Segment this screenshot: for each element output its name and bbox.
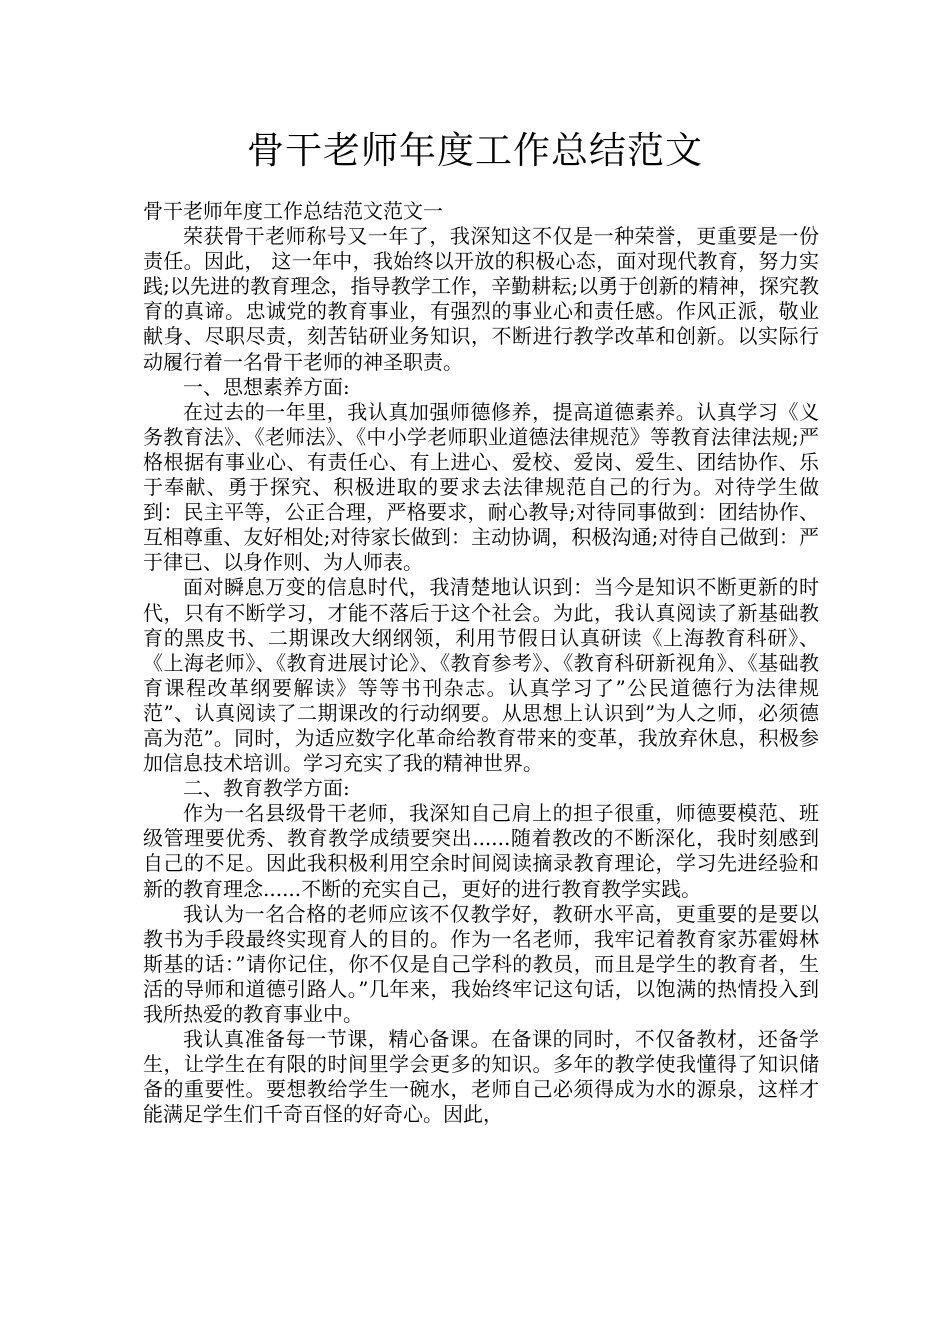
paragraph-ethics: 在过去的一年里，我认真加强师德修养，提高道德素养。认真学习《义务教育法》、《老师法》、《中小学老师职业道德法律规范》等教育法律法规;严格根据有事业心、有责任心、有上进心、爱校、爱岗、爱生、团结协作、乐于奉献、勇于探究、积极进取的要求去法律规范自己的行为。对待学生做到：民主平等，公正合理，严格要求，耐心教导;对待同事做到：团结协作、互相尊重、友好相处;对待家长做到：主动协调，积极沟通;对待自己做到：严于律已、以身作则、为人师表。: [143, 399, 819, 575]
document-title: 骨干老师年度工作总结范文: [247, 129, 703, 172]
section-heading-ideology: 一、思想素养方面:: [183, 374, 350, 399]
paragraph-responsibility: 作为一名县级骨干老师，我深知自己肩上的担子很重，师德要模范、班级管理要优秀、教育教学成绩要突出......随着教改的不断深化，我时刻感到自己的不足。因此我积极利用空余时间阅读摘录教育理论，学习先进经验和新的教育理念......不断的充实自己，更好的进行教育教学实践。: [143, 801, 819, 901]
paragraph-intro: 荣获骨干老师称号又一年了，我深知这不仅是一种荣誉，更重要是一份责任。因此， 这一年中，我始终以开放的积极心态，面对现代教育，努力实践;以先进的教育理念，指导教学工作，辛勤耕耘;以勇于创新的精神，探究教育的真谛。忠诚党的教育事业，有强烈的事业心和责任感。作风正派，敬业献身、尽职尽责，刻苦钻研业务知识，不断进行教学改革和创新。以实际行动履行着一名骨干老师的神圣职责。: [143, 224, 819, 374]
section-heading-teaching: 二、教育教学方面:: [183, 776, 350, 801]
document-subtitle: 骨干老师年度工作总结范文范文一: [143, 199, 443, 223]
paragraph-lesson-prep: 我认真准备每一节课，精心备课。在备课的同时，不仅备教材，还备学生，让学生在有限的时间里学会更多的知识。多年的教学使我懂得了知识储备的重要性。要想教给学生一碗水，老师自己必须得成为水的源泉，这样才能满足学生们千奇百怪的好奇心。因此，: [143, 1027, 819, 1127]
paragraph-educator: 我认为一名合格的老师应该不仅教学好，教研水平高，更重要的是要以教书为手段最终实现育人的目的。作为一名老师，我牢记着教育家苏霍姆林斯基的话：”请你记住，你不仅是自己学科的教员，而且是学生的教育者，生活的导师和道德引路人。”几年来，我始终牢记这句话，以饱满的热情投入到我所热爱的教育事业中。: [143, 901, 819, 1026]
document-body: [143, 199, 819, 1127]
paragraph-learning: 面对瞬息万变的信息时代，我清楚地认识到：当今是知识不断更新的时代，只有不断学习，才能不落后于这个社会。为此，我认真阅读了新基础教育的黑皮书、二期课改大纲纲领，利用节假日认真研读《上海教育科研》、《上海老师》、《教育进展讨论》、《教育参考》、《教育科研新视角》、《基础教育课程改革纲要解读》等等书刊杂志。认真学习了”公民道德行为法律规范”、认真阅读了二期课改的行动纲要。从思想上认识到”为人之师，必须德高为范”。同时，为适应数字化革命给教育带来的变革，我放弃休息，积极参加信息技术培训。学习充实了我的精神世界。: [143, 575, 819, 776]
